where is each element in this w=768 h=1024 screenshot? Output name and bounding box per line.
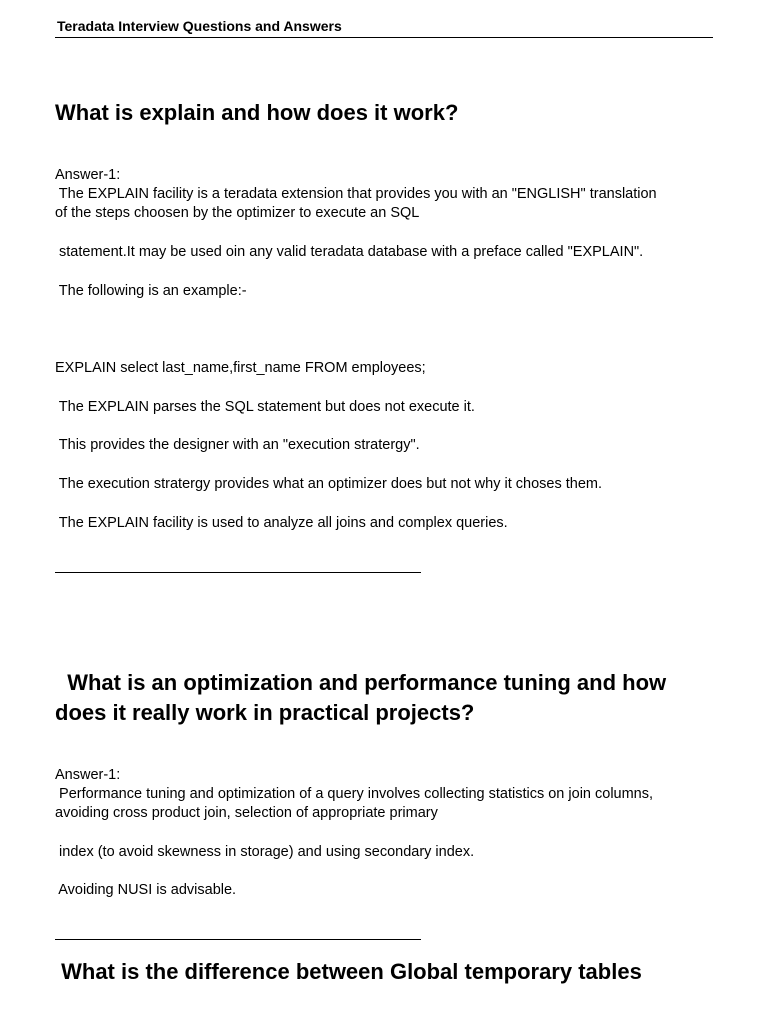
question-2-line: index (to avoid skewness in storage) and using secondary index.	[55, 844, 475, 860]
question-1-line: statement.It may be used oin any valid teradata database with a preface called "EXPLAIN".	[55, 244, 644, 260]
question-1-title: What is explain and how does it work?	[55, 100, 459, 125]
question-2-title-line-1: What is an optimization and performance tuning and how	[55, 670, 667, 695]
question-2-title-line-2: does it really work in practical projects?	[55, 700, 475, 725]
question-2-line: avoiding cross product join, selection of appropriate primary	[55, 805, 438, 821]
question-1-line: of the steps choosen by the optimizer to execute an SQL	[55, 205, 420, 221]
question-1-code-example: EXPLAIN select last_name,first_name FROM employees;	[55, 360, 426, 376]
question-1-answer-label: Answer-1:	[55, 167, 121, 183]
question-1-line: The execution stratergy provides what an optimizer does but not why it choses them.	[55, 476, 602, 492]
question-1-line: The EXPLAIN facility is a teradata extension that provides you with an "ENGLISH" translation	[55, 186, 657, 202]
section-divider	[55, 572, 421, 573]
document-header-title: Teradata Interview Questions and Answers	[57, 18, 342, 34]
question-1-line: This provides the designer with an "execution stratergy".	[55, 437, 420, 453]
question-1-line: The EXPLAIN parses the SQL statement but does not execute it.	[55, 399, 475, 415]
question-2-line: Performance tuning and optimization of a query involves collecting statistics on join columns,	[55, 786, 654, 802]
question-2-answer-label: Answer-1:	[55, 767, 121, 783]
question-1-line: The following is an example:-	[55, 283, 247, 299]
question-1-line: The EXPLAIN facility is used to analyze all joins and complex queries.	[55, 515, 508, 531]
question-3-title: What is the difference between Global temporary tables	[55, 959, 642, 984]
header-divider	[55, 37, 713, 38]
question-2-line: Avoiding NUSI is advisable.	[55, 882, 237, 898]
section-divider	[55, 939, 421, 940]
